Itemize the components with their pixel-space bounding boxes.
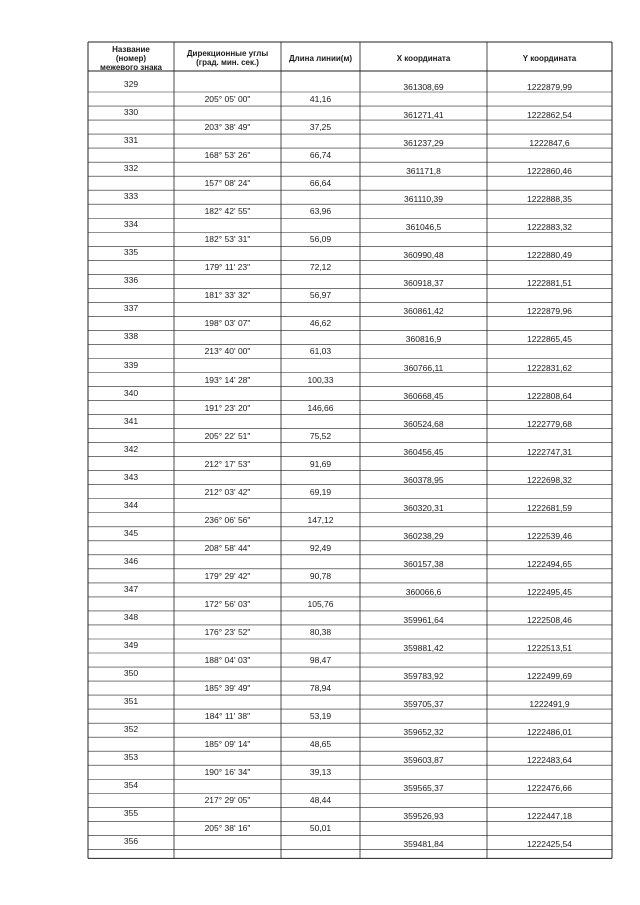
point-name: 355 <box>123 808 139 819</box>
direction-angle: 212° 17' 53" <box>204 458 251 469</box>
direction-angle: 205° 05' 00" <box>204 94 251 104</box>
x-coordinate: 360766,11 <box>403 362 444 373</box>
x-coordinate: 361237,29 <box>403 138 444 149</box>
y-coordinate: 1222880,49 <box>527 250 572 261</box>
y-coordinate: 1222888,35 <box>527 194 572 205</box>
line-length: 37,25 <box>309 122 332 133</box>
point-name: 338 <box>123 331 139 342</box>
direction-angle: 208° 58' 44" <box>204 542 251 553</box>
direction-angle: 181° 33' 32" <box>204 290 251 301</box>
point-name: 332 <box>123 163 139 174</box>
y-coordinate: 1222879,96 <box>527 306 572 317</box>
point-name: 345 <box>123 527 139 538</box>
direction-angle: 185° 39' 49" <box>204 683 251 694</box>
point-name: 349 <box>123 640 139 650</box>
y-coordinate: 1222499,69 <box>527 671 572 682</box>
header-y-coord: Y координата <box>522 54 577 63</box>
x-coordinate: 359652,32 <box>403 727 444 738</box>
y-coordinate: 1222681,59 <box>527 502 572 513</box>
x-coordinate: 360668,45 <box>403 390 444 401</box>
line-length: 50,01 <box>309 823 332 834</box>
y-coordinate: 1222508,46 <box>527 614 572 625</box>
direction-angle: 191° 23' 20" <box>204 402 251 413</box>
x-coordinate: 360320,31 <box>403 502 444 513</box>
y-coordinate: 1222847,6 <box>529 138 570 149</box>
y-coordinate: 1222447,18 <box>527 811 572 822</box>
y-coordinate: 1222862,54 <box>527 110 572 121</box>
x-coordinate: 359961,64 <box>403 614 444 625</box>
y-coordinate: 1222865,45 <box>527 334 572 345</box>
x-coordinate: 359565,37 <box>403 783 444 794</box>
direction-angle: 213° 40' 00" <box>204 346 251 357</box>
point-name: 346 <box>123 555 139 566</box>
line-length: 56,09 <box>309 234 332 245</box>
direction-angle: 157° 08' 24" <box>204 178 251 189</box>
header-length: Длина линии(м) <box>288 54 353 63</box>
x-coordinate: 360066,6 <box>405 586 442 597</box>
x-coordinate: 361308,69 <box>403 82 444 92</box>
point-name: 351 <box>123 696 139 707</box>
x-coordinate: 360378,95 <box>403 474 444 485</box>
point-name: 348 <box>123 611 139 622</box>
point-name: 340 <box>123 387 139 398</box>
line-length: 146,66 <box>307 402 334 413</box>
y-coordinate: 1222483,64 <box>527 755 572 766</box>
y-coordinate: 1222879,99 <box>527 82 572 92</box>
x-coordinate: 360816,9 <box>405 334 442 345</box>
x-coordinate: 359603,87 <box>403 755 444 766</box>
header-point-name: Название (номер) межевого знака <box>99 45 163 72</box>
y-coordinate: 1222513,51 <box>527 643 572 653</box>
line-length: 53,19 <box>309 711 332 722</box>
direction-angle: 179° 11' 23" <box>204 262 251 273</box>
x-coordinate: 360157,38 <box>403 558 444 569</box>
direction-angle: 184° 11' 38" <box>204 711 251 722</box>
point-name: 339 <box>123 359 139 370</box>
x-coordinate: 359705,37 <box>403 699 444 710</box>
line-length: 105,76 <box>307 598 334 609</box>
line-length: 100,33 <box>307 374 334 385</box>
line-length: 90,78 <box>309 570 332 581</box>
point-name: 353 <box>123 752 139 763</box>
line-length: 72,12 <box>309 262 332 273</box>
direction-angle: 176° 23' 52" <box>204 626 251 637</box>
y-coordinate: 1222883,32 <box>527 222 572 233</box>
point-name: 333 <box>123 191 139 202</box>
line-length: 147,12 <box>307 514 334 525</box>
line-length: 46,62 <box>309 318 332 329</box>
point-name: 354 <box>123 780 139 791</box>
point-name: 356 <box>123 836 139 847</box>
line-length: 48,44 <box>309 795 332 806</box>
line-length: 61,03 <box>309 346 332 357</box>
line-length: 75,52 <box>309 430 332 441</box>
direction-angle: 172° 56' 03" <box>204 598 251 609</box>
y-coordinate: 1222486,01 <box>527 727 572 738</box>
line-length: 98,47 <box>309 655 332 665</box>
point-name: 343 <box>123 471 139 482</box>
y-coordinate: 1222747,31 <box>527 446 572 457</box>
x-coordinate: 359481,84 <box>403 839 444 850</box>
header-angles: Дирекционные углы (град. мин. сек.) <box>186 49 269 67</box>
y-coordinate: 1222779,68 <box>527 418 572 429</box>
direction-angle: 205° 22' 51" <box>204 430 251 441</box>
direction-angle: 185° 09' 14" <box>204 739 251 750</box>
x-coordinate: 361046,5 <box>405 222 442 233</box>
direction-angle: 198° 03' 07" <box>204 318 251 329</box>
y-coordinate: 1222881,51 <box>527 278 572 289</box>
direction-angle: 193° 14' 28" <box>204 374 251 385</box>
line-length: 78,94 <box>309 683 332 694</box>
x-coordinate: 361271,41 <box>403 110 444 121</box>
line-length: 92,49 <box>309 542 332 553</box>
y-coordinate: 1222491,9 <box>529 699 570 710</box>
direction-angle: 205° 38' 16" <box>204 823 251 834</box>
x-coordinate: 359881,42 <box>403 643 444 653</box>
direction-angle: 188° 04' 03" <box>204 655 251 665</box>
point-name: 352 <box>123 724 139 735</box>
y-coordinate: 1222860,46 <box>527 166 572 177</box>
y-coordinate: 1222476,66 <box>527 783 572 794</box>
line-length: 91,69 <box>309 458 332 469</box>
point-name: 336 <box>123 275 139 286</box>
line-length: 69,19 <box>309 486 332 497</box>
y-coordinate: 1222495,45 <box>527 586 572 597</box>
x-coordinate: 360918,37 <box>403 278 444 289</box>
direction-angle: 182° 53' 31" <box>204 234 251 245</box>
x-coordinate: 361110,39 <box>404 194 443 205</box>
direction-angle: 179° 29' 42" <box>204 570 251 581</box>
direction-angle: 217° 29' 05" <box>204 795 251 806</box>
line-length: 41,16 <box>309 94 332 104</box>
direction-angle: 212° 03' 42" <box>204 486 251 497</box>
y-coordinate: 1222539,46 <box>527 530 572 541</box>
point-name: 334 <box>123 219 139 230</box>
line-length: 56,97 <box>309 290 332 301</box>
y-coordinate: 1222494,65 <box>527 558 572 569</box>
direction-angle: 236° 06' 56" <box>204 514 251 525</box>
header-x-coord: X координата <box>396 54 451 63</box>
point-name: 331 <box>123 135 139 146</box>
direction-angle: 190° 16' 34" <box>204 767 251 778</box>
point-name: 342 <box>123 443 139 454</box>
y-coordinate: 1222808,64 <box>527 390 572 401</box>
x-coordinate: 361171,8 <box>406 166 441 177</box>
x-coordinate: 359526,93 <box>403 811 444 822</box>
direction-angle: 168° 53' 26" <box>204 150 251 161</box>
line-length: 48,65 <box>309 739 332 750</box>
point-name: 341 <box>123 415 139 426</box>
x-coordinate: 360456,45 <box>403 446 444 457</box>
x-coordinate: 360861,42 <box>403 306 444 317</box>
point-name: 344 <box>123 499 139 510</box>
point-name: 335 <box>123 247 139 258</box>
point-name: 347 <box>123 583 139 594</box>
x-coordinate: 360990,48 <box>403 250 444 261</box>
line-length: 66,64 <box>309 178 332 189</box>
point-name: 350 <box>123 668 139 679</box>
y-coordinate: 1222698,32 <box>527 474 572 485</box>
line-length: 80,38 <box>309 626 332 637</box>
point-name: 329 <box>123 79 139 89</box>
x-coordinate: 360238,29 <box>403 530 444 541</box>
point-name: 337 <box>123 303 139 314</box>
x-coordinate: 360524,68 <box>403 418 444 429</box>
y-coordinate: 1222425,54 <box>527 839 572 850</box>
line-length: 63,96 <box>309 206 332 217</box>
y-coordinate: 1222831,62 <box>527 362 572 373</box>
direction-angle: 203° 38' 49" <box>204 122 251 133</box>
line-length: 39,13 <box>309 767 332 778</box>
x-coordinate: 359783,92 <box>403 671 444 682</box>
point-name: 330 <box>123 107 139 118</box>
direction-angle: 182° 42' 55" <box>204 206 251 217</box>
line-length: 66,74 <box>309 150 332 161</box>
